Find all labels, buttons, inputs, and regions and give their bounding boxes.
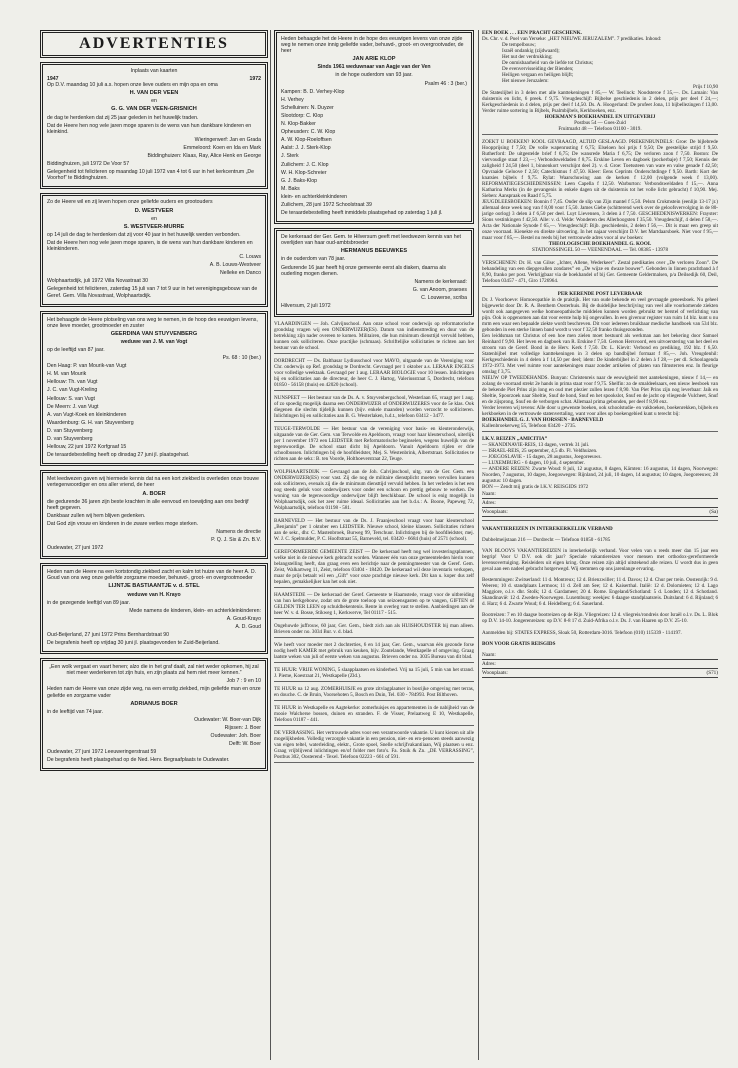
ad-text: op 14 juli de dag te herdenken dat zij voor 40 jaar in het huwelijk werden verbonden.: [47, 231, 241, 238]
ad-text: Zo de Heere wil en zij leven hopen onze geliefde ouders en grootouders: [47, 199, 213, 206]
classified-text: NUNSPEET — Het bestuur van de Ds. A. v. Stuyvenbergschool, Westerlaan 65, vraagt per 1 aug. of zo spoedig mogelijk daarna een ONDERWIJZER of ONDERWIJZERES voor de 5e klas. Ook diegenen die slechts tijdelijk kunnen (bijv. enkele maanden) worden verzocht te solliciteren. Inlichtingen bij en sollicitaties aan B. G. Westerlaken, h.d.t., telefoon 03412 - 3477.: [274, 395, 474, 420]
ad-text: Verder leveren wij tevens: Alle door u gewenste boeken, ook schoolstudie- en vakboeken, boekenrekken, bijbels en kerkboeken in de vertrouwde statenvertaling, want voor alles op boekengebied kunt u terecht bij:: [482, 405, 718, 417]
ad-name: JAN ARIE KLOP: [352, 56, 396, 63]
classified-item: [274, 667, 474, 682]
ad-text: Gelegenheid tot feliciteren op maandag 10 juli 1972 van 4 tot 6 uur in het kerkcentrum „De Voorhof” te Biddinghuizen.: [47, 169, 255, 182]
ad-name: G. G. VAN DER VEEN-GRISNICH: [111, 106, 197, 113]
classified-list: [274, 321, 474, 763]
ad-text: in de hoge ouderdom van 93 jaar.: [335, 72, 413, 79]
ad-address: Oudewater, 27 juni 1972: [47, 545, 104, 552]
ad-kool: [482, 139, 718, 256]
ad-jan-arie-klop: [274, 30, 474, 224]
coupon-code: (Sa): [709, 509, 718, 515]
ad-text: De teraardebestelling heeft inmiddels plaatsgehad op zaterdag 1 juli jl.: [281, 210, 443, 217]
ad-reference: Job 7 : 9 en 10: [226, 678, 261, 685]
ad-address: Wolphaartsdijk, juli 1972 Villa Novastraat 30: [47, 278, 149, 285]
ad-verschenen: [482, 260, 718, 287]
newspaper-page: [40, 30, 718, 1060]
ad-signature: A. Goud-Krayo: [226, 615, 261, 622]
ad-text: De Stateslijbel in 3 delen met alle kanttekeningen f 85,— W. Teelinck: Noodsteroe f 35,—. Ds. Lamain: Van duisternis en licht, 6 preek. f 9,75. Vreugdeschijf: Bijbelse geschiedenis in 2 delen, prijs per deel f 24,—; Kerkgeschiedenis in 4 delen, prijs per deel f 14,50. Ds. A. Hoogerland: De profeet Jona, 11 bijbellezingen f 13,00. Verder ruime sortering in Bijbels, Psalmbijbels, Kerkboeken, enz.: [482, 90, 718, 114]
ad-signature: Aalst: J. J. Sterk-Klop: [281, 145, 331, 152]
ad-beeuwkes: [274, 228, 474, 317]
ad-signature: H. M. van Mourik: [47, 371, 87, 378]
ad-signature: G. J. Baks-Klop: [281, 177, 318, 184]
classified-text: VLAARDINGEN — Joh. Calvijnschool. Aan onze school voor onderwijs op reformatorische grondslag vragen wij een ONDERWIJZER(ES). Datum van indiensttreding en duur van de betrekking zijn nader overeen te komen. Militairen, die hun minimum diensttijd vervuld hebben, kunnen ook solliciteren. Onze practijke (schmaas). Schriftelijke sollicitaties te richten aan het bestuur van de school.: [274, 321, 474, 352]
ad-address: Fruitmarkt 48 — Telefoon 01100 - 3019.: [558, 126, 642, 132]
classified-item: [274, 426, 474, 465]
ad-van-der-veen: [40, 62, 268, 189]
ad-text: Bootreizen: 7 en 10 daagse bootreizen op de Rijn. Vliegreizen: 12 d. vliegreis/rondreis door Israël o.l.v. Ds. L. Blok op D.V. 14-10. Jongerenreizen: op D.V. 8-8 17 d. Zuid-Afrika o.l.v. Ds. J. van Haaren op D.V. 25-10.: [482, 612, 718, 625]
ad-signature: Namens de kerkeraad:: [414, 278, 467, 285]
ad-signature: W. H. Klop-Schreier: [281, 169, 327, 176]
classified-item: [274, 730, 474, 763]
ad-name: weduwe van J. M. van Vogt: [120, 338, 188, 345]
shop-name: HOEKMAN'S BOEKHANDEL EN UITGEVERIJ: [544, 114, 656, 120]
ad-text: en: [151, 215, 157, 222]
ad-text: de dag te herdenken dat zij 25 jaar geleden in het huwelijk traden.: [47, 114, 199, 121]
ad-hoekman: [482, 30, 718, 135]
ad-text: Dr. J. Voorhoeve: Homoeopathie in de praktijk. Het van oude bekende en veel gevraagde geneesboek. Nu geheel bijgewerkt door Dr. R. A. Benthem Oosterhuis. Bij de duidelijke beschrijving van veel alle voorkomende ziekten wordt ook aangegeven welke homoeopathische middelen kunnen worden gebruikt ter herstel of verlichting van pijn. Ook is opgenomen aan dat voor eerste hulp bij ongevallen. In een giveruur register van ruim 14 blz. kunt u nu mrm een waar een bepaalde ziekte wordt beschreven. Dit voor iedereen bruikbaar medische handboek van 534 blz. gebonden in een sterke linnen band wordt u voor f 32,50 franko thuisgezonden.: [482, 297, 718, 333]
ad-signature: Hellouw: Th. van Vugt: [47, 379, 98, 386]
ad-text: die gedurende 36 jaren zijn beste krachten in alle eenvoud en toewijding aan ons bedrijf heeft gegeven.: [47, 498, 249, 511]
field-label: Adres:: [482, 500, 496, 506]
ad-signature: A. B. Louws-Westveer: [209, 262, 261, 269]
ad-signature: H. Verhey: [281, 96, 304, 103]
coupon-field-city[interactable]: [482, 509, 718, 517]
field-label: Woonplaats:: [482, 669, 508, 676]
ad-signature: Delft: W. Boer: [229, 741, 261, 748]
coupon2-field-name[interactable]: [482, 652, 718, 660]
ad-westveer: [40, 193, 268, 306]
ad-van-blooys: [482, 526, 718, 678]
ad-text: Heden nam de Heere van onze zijde weg, na een ernstig ziekbed, mijn geliefde man en onze geliefde en zorgzame vader: [47, 686, 261, 699]
field-label: Naam:: [482, 651, 496, 658]
price: Prijs f 10,90: [692, 84, 718, 90]
ad-name: GEERDINA VAN STUYVENBERG: [110, 330, 198, 337]
ad-address: Oud-Beijerland, 27 juni 1972 Prins Bernhardstraat 90: [47, 632, 169, 638]
ad-name: ADRIANUS BOER: [130, 700, 178, 707]
ad-address: Hilversum, 2 juli 1972: [281, 303, 331, 309]
trip-item: — JOEGOSLAVIE - 15 dagen, 28 augustus, Joegoreeuws.: [482, 454, 602, 460]
ad-text: Heden behaagde het de Heere in de hope des eeuwigen levens van onze zijde weg te nemen onze innig geliefde vader, behuwd-, groot- en overgrootvader, de heer: [281, 36, 464, 55]
ad-a-boer-company: [40, 470, 268, 559]
classified-item: [274, 395, 474, 422]
ad-signature: A. D. Goud: [235, 623, 261, 630]
classified-text: TE HUUR: VRIJE WONING, 5 slaapplaatsen en kinderbed. Vrij na 15 juli, 5 min van het strand. J. Pieme, Koestraat 21, Westkapelle (Zld.).: [274, 667, 474, 680]
classified-text: BARNEVELD — Het bestuur van de Ds. J. Fraanjeschool vraagt voor haar kleuterschool „Benjamin” per 1 oktober een LEIDSTER. Nieuwe school, kleine klassen. Sollicitaties richten aan de sekr., dhr. C. Mastenbroek, Burweg 99, Terschuur. Inlichtingen bij de hoofdleidster, mej. W. J. C. Spelmulder, P. C. Hooftstraat 55, Barneveld, tel. 03420 - 6684 (huis) of 2571 (school).: [274, 518, 474, 543]
classified-item: [274, 358, 474, 391]
classified-item: [274, 321, 474, 354]
ad-signature: J. C. van Vugt-Kreling: [47, 387, 98, 394]
ad-text: De kerkeraad der Ger. Gem. te Hilversum geeft met leedwezen kennis van het overlijden van haar oud-ambtsbroeder: [281, 234, 461, 247]
classified-item: [274, 592, 474, 619]
coupon-field-name[interactable]: [482, 491, 718, 499]
classified-text: HAAMSTEDE — De kerkeraad der Geref. Gemeente te Haamstede, vraagt voor de uitbreiding van hun kerkgebouw, zodat om de grote toeloop van seizoensgasten op te vangen, GIFTEN of GELDEN TER LEEN op schuldbekentenis. Rente in overleg vast te stellen. Aanbiedingen aan de heer W. v. d. Bosse, Stikweg 1, Kerkwerve, Tel 01117 - 515.: [274, 592, 474, 617]
ad-signature: Oudewater: W. Boer-van Dijk: [194, 716, 261, 723]
ad-address: Dubbelmeijstaan 216 — Dordrecht — Telefoon 01850 - 61785: [482, 537, 611, 544]
ad-signature: Biddinghuizen: Klaas, Ray, Alice Henk en George: [147, 153, 261, 160]
ad-signature: Emmeloord: Koen en Ida en Mark: [183, 144, 261, 151]
classified-item: [274, 469, 474, 514]
ad-signature: M. Baks: [281, 185, 300, 192]
ad-address: Kallenbroekerweg 55, Telefoon 03420 - 2735.: [482, 423, 577, 429]
book-item: Israël ondankig (zijdwaard);: [502, 48, 560, 54]
classified-item: [274, 686, 474, 701]
column-2: [274, 30, 474, 767]
ad-text: Het behaagde de Heere plotseling van ons weg te nemen, in de hoop des eeuwigen levens, onze lieve moeder, grootmoeder en zuster: [47, 316, 258, 329]
ad-text: Heden nam de Heere na een kortstondig ziekbed zacht en kalm tot huize van de heer A. D. Goud van ons weg onze geliefde zorgzame moeder, behuwd-, groot- en overgrootmoeder: [47, 569, 257, 582]
ad-signature: Den Haag: P. van Mourik-van Vugt: [47, 363, 127, 370]
classified-text: DORDRECHT — Ds. Balthasar Lydiusschool voor MAVO, uitgaande van de Vereniging voor Chr. onderwijs op Ref. grondslag te Dordrecht. Gevraagd per 1 oktober a.s. LERAAR ENGELS voor volledige weektaak. Gevraagd per 1 aug. LERAAR BIOLOGIE voor 10 lessen. Inlichtingen bij en sollicitaties aan de directeur, de heer C. J. Hartog, Valeriusstraat 5, Dordrecht, telefoon 01850 - 56158 (thuis) en 42020 (school).: [274, 358, 474, 389]
ad-address: Postbus 54 — Goes-Zuid: [574, 120, 626, 126]
ad-text: De teraardebestelling heeft op dinsdag 27 juni jl. plaatsgehad.: [47, 452, 190, 459]
ad-text: in de leeftijd van 74 jaar.: [47, 708, 103, 715]
ad-stuyvenberg: [40, 311, 268, 467]
column-3: [482, 30, 718, 679]
ad-header: EEN BOEK . . . EEN PRACHT GESCHENK.: [482, 30, 582, 36]
classified-item: [274, 549, 474, 588]
ad-krayo: [40, 563, 268, 654]
ad-signature: N. Klop-Bakker: [281, 121, 316, 128]
book-item: Het nut der verdrukking;: [502, 54, 553, 60]
ad-text: Op D.V. maandag 10 juli a.s. hopen onze lieve ouders en mijn opa en oma: [47, 82, 218, 89]
ad-text: Dat de Heere hen nog vele jaren moge sparen, is de wens van hun dankbare kinderen en kleinkinderen.: [47, 239, 253, 252]
ad-text: Gedurende 16 jaar heeft hij onze gemeente eerst als diaken, daarna als ouderling mogen dienen.: [281, 264, 446, 277]
ad-signature: Kampen: B. D. Verhey-Klop: [281, 88, 345, 95]
ad-signature: A. W. Klop-Roeloffsen: [281, 137, 332, 144]
classified-text: TE HUUR na 12 aug. ZOMERHUISJE en grote zitvlagplaatser in bosrijke omgeving met terras, en douche. C. de Bruin, Voorsehoten 5, Bosch en Duin, Tel. 030 - 784993. Post Bilthoven.: [274, 686, 474, 699]
ad-name: LIJNTJE BASTIAANTJE v. d. STEL: [108, 583, 200, 590]
ad-address: STATIONSSINGEL 50 — VEENENDAAL — Tel. 08385 - 13978: [531, 247, 669, 253]
coupon-field-address[interactable]: [482, 500, 718, 508]
column-1: [40, 30, 268, 775]
ad-text: De begrafenis heeft op vrijdag 30 juni jl. plaatsgevonden te Zuid-Beijerland.: [47, 640, 220, 647]
classified-text: Ongehuwde juffrouw, 60 jaar, Ger. Gem., biedt zich aan als HUISHOUDSTER bij man alleen. Brieven onder no. 3034 Bur. v. d. blad.: [274, 623, 474, 636]
shop-name: THEOLOGISCHE BOEKHANDEL G. KOOL: [548, 241, 652, 247]
ad-signature: D. van Stuyvenberg: [47, 436, 93, 443]
ad-signature: J. Sterk: [281, 153, 299, 160]
ad-signature: P. Q. J. Six & Zn. B.V.: [211, 537, 261, 544]
book-item: De evenvervisseiding der Bienden;: [502, 66, 574, 72]
trip-item: — SKANDINAVIE-REIS, 13 dagen, vertrek 31 juli.: [482, 442, 590, 448]
ad-text: VAN BLOOYS VAKANTIEREIZEN in interkerkelijk verband. Voor velen van u reeds meer dan 15 jaar een begrip! Voor U D.V. ook dit jaar? Speciale vakantiereizen voor mensen met orthodox-gereformeerde levensovertuiging. Reisleiders uit eigen kring. Onze reizen zijn altijd uitstekend alle reizen. U wordt dus in geen geval aan een nadeel gebracht hotgerwegd. Wij stemmen op ons jarenlange ervaring.: [482, 548, 718, 573]
ad-text: JEUGDLEESBOEKEN: Bonnin f 7,45. Onder de slip van Zijn mantel f 5,50. Pelsm Crokmstein (eenlijn 13-17 jr.) allemaal deze week nog van f 8,00 voor f 5,50. James Giebe (schitterend werk over de geloofsvervolging in de 80-jarige oorlog) 3 delen à f 6,50 per deel. Luyt Lievensen, 3 delen à f 7,50. GESCHIEDENISWERKEN: Frayster: Sions vestinkingen f 42,50. Alle: v. d. Velde: Wonderen des Allerhoogsten f 35,50. Vreugdeschijf, 4 delen f 58,—. Acta der Nationale Synode f 65,—. Vreugdeschijf: Bijb. geschiedenis, 2 delen f 56,—. Dit is maar een greep uit onze voorraad. Kienekte en direkte uitvoering. In het najaar verschijnt D.V. het Martdaarsboek. Niet voor f 95,— maar voor f 85,—. Bestel nu reeds bij het vertrouwde adres voor al uw boeken:: [482, 199, 718, 241]
ad-text: ZOEKT U BOEKEN? KOOL GEVRAAGD, ALTIJD GESLAAGD. PREKENBUNDELS: Groe: De bijlebrede Hoopprijsing f 7,50; De volle wapenrusting f 6,75; Elseloen hoi prijs f 9,50; De geestelijke strijd f 9,50. Rutherford: De uitgestelde brief f 6,75; De wansrede Maria f 6,75; De verloren zoon f 7,50. Boston: De viervoudige staat f 23,—; Verbondsweldaden f 8,75. Erskine Leven en dagboek (pockerbaje) f 7,50; Kennis der zaligheid f 24,50 (deel 1, binnenkort verschijnt deel 2). v. d. Groe: Toetssteen van ware en valse genade f 42,50; Opvraaide Geloove f 2,50; Catechismus f 47,50. Kleer: Eens Ceprints Onderschtdinge f 9,50. Barth: Kort der knatsies bijbels f 9,75. Rylat: Waarschuwing aan de kerken f 12,00 (volgende week f 13,00). REFORMATIEGESCHIEDENISSEN: Leen Capella f 12,50. Warburton: Verbondsweldaden f 15,—. Anna Katharina Merks (in de gevangenis in enkele dagen uit de duisternis tot het volle licht gebracht) f 10,90. Mej. Sieben: Aanspraak en Raad f 5,75.: [482, 139, 718, 199]
coupon2-field-address[interactable]: [482, 661, 718, 669]
classified-text: DE VERRASSING. Het vertrouwde adres voor een verantwoorde vakantie. U kunt kiezen uit alle mogelijkheden. Volledig verzorgde vakantie in een pension, niet- en ero-pensoen steeds aanwezig van eigen teltel, waterleiding, elektr., Grote spoel, Snelle schrijfvakantiiaan, Wij plaatsen u enz. Graag vrijblijvend inlichtingen en/of folder met foto's. Fa. Stuik & Zn. „DE VERRASSING”, Postbus 302, Oosterend - Texel. Telefoon 02223 - 661 of 591.: [274, 730, 474, 761]
ad-name: HERMANUS BEEUWKES: [340, 248, 408, 255]
field-label: Woonplaats:: [482, 509, 508, 515]
field-label: Adres:: [482, 660, 496, 667]
coupon-code: (S71): [706, 669, 718, 676]
ad-header: VAKANTIEREIZEN IN INTEREKERKELIJK VERBAND: [482, 526, 613, 533]
ad-signature: Mede namens de kinderen, klein- en achterkleinkinderen:: [129, 607, 261, 614]
column-divider: [270, 30, 271, 1060]
ad-text: Ds. Chr. v. d. Poel van Yerseke: „HET NIEUWE JERUZALEM”. 7 predikaties. Inhoud:: [482, 36, 662, 42]
coupon2-field-city[interactable]: [482, 670, 718, 678]
ad-signature: Oudewater: Joh. Boer: [210, 733, 261, 740]
ad-adrianus-boer: [40, 658, 268, 771]
ad-signature: A. van Vugt-Koek en kleinkinderen: [47, 411, 127, 418]
ad-text: Met leedwezen gaven wij hiermede kennis dat na een kort ziekbed is overleden onze trouwe vertegenwoordiger en ons aller vriend, de heer: [47, 476, 259, 489]
book-item: Het nieuwe Jeruzalem:: [502, 78, 549, 84]
ad-signature: Slootdorp: C. Klop: [281, 112, 324, 119]
ad-signature: C. Louws: [239, 254, 261, 261]
classified-item: [274, 623, 474, 638]
ad-text: en: [151, 98, 157, 105]
ad-year: 1972: [249, 76, 261, 83]
ad-address: Zuilichem, 28 juni 1972 Schoolstraat 39: [281, 201, 372, 208]
ad-text: Dat de Heere hen nog vele jaren moge sparen is de wens van hun dankbare kinderen en kleinkind.: [47, 122, 252, 135]
ad-signature: Namens de directie: [216, 528, 261, 535]
trip-item: — LUXEMBURG - 6 dagen, 10 juli, 4 september.: [482, 460, 585, 466]
ad-signature: Wieringerwerf: Jan en Grada: [194, 136, 261, 143]
column-divider: [478, 30, 479, 1060]
ad-signature: Waardenburg: G. H. van Stuyvenberg: [47, 419, 134, 426]
ad-header: I.K.V. REIZEN „AMICITIA”: [482, 436, 548, 442]
shop-name: BOEKHANDEL G. J. VAN HORSSEN - BARNEVELD: [482, 417, 604, 423]
book-item: De tempelbouw;: [502, 42, 536, 48]
classified-text: WOLPHAARTSDIJK — Gevraagd aan de Joh. Calvijnschool, uitg. van de Ger. Gem. een ONDERWIJZER(ES) voor vast. Zij die nog de militaire dienstplicht moeten vervullen kunnen ook solliciteren, evenals zij die de minimum diensttijd vervuld hebben. In het verleden is het een nog steeds geluk voor onderwijzers voor onder een schoon en prettig gebouw te werken. De woning van de tegenwoordige onderwijzer blijft beschikbaar. De school is enig mogelijk in Wolphaartsdijk, ook het zeer ruime ideaal. Sollicitaties aan het b.d.s.: A. Boone, Papeweg 72, Wolphaartsdijk, telefoon 01198 - 581.: [274, 469, 474, 512]
coupon-title: BON VOOR GRATIS REISGIDS: [482, 640, 556, 647]
classified-text: TE HUUR in Westkapelle en Aagtekerke: zomerhuisjes en appartementen in de nabijheid van de mooie Walcherse bossen, duinen en stranden. F. de Visser, Prelaatweg E 10, Westkapelle, Telefoon 01187 - 441.: [274, 705, 474, 724]
classified-item: [274, 705, 474, 726]
book-item: Heiligen vergaan en heiligen blijft;: [502, 72, 574, 78]
classified-item: [274, 642, 474, 663]
ad-reference: Ps. 68 : 10 (ber.): [222, 355, 261, 362]
ad-text: VERSCHENEN: Dr. H. van Gilse: „Ichter, Allene, Wederkeer”. Zestal predikaties over „De verloren Zoon”. De behandeling van een diepgevallen zondares” en „De wijze en dwaze bouwer”. Gebonden in linnen prachtband à f 8,90, franko per post. Verkrijgbaar via de boekhandel of bij Ger. Gemeente Geldermalsen, p/a Deilsedijk 60, Deil, Telefoon 03457 - 471, Giro 1726964.: [482, 260, 718, 284]
ad-text: Gelegenheid tot feliciteren, zaterdag 15 juli van 7 tot 9 uur in het verenigingsgebouw van de Geref. Gem. Villa Novastraat, Wolphaartsdijk.: [47, 286, 258, 299]
ad-header: Inplaats van kaarten: [130, 68, 178, 74]
ad-text: Bestemmingen: Zwitserland: 11 d. Montreux; 12 d. Brienzwiller; 11 d. Davos; 12 d. Chur per trein. Oostenrijk: 9 d. Weeren; 10 d. standplaats Lermoos; 11 d. Zell am See; 12 d. Kaiserthal. Italië: 12 d. Dolomieten; 12 d. Lago Maggiore, o.l.v. dhr. Stolk; 12 d. Gardameer; 20 d. Rome. Engeland/Schotland: 5 d. Londen; 12 d. Schotland. Skandinavië: 12 d. Zweden-Noorwegen. Luxemburg: weekjes: 6 daagse standplaatsreis. Duitsland: 6 d. Rijnland; 6 d. Harz; 6 d. Zwarte Woud; 6 d. Heidelberg; 6 d. Sauerland.: [482, 577, 718, 608]
ad-text: Dat God zijn vrouw en kinderen in de zware verlies moge sterken.: [47, 520, 199, 527]
ad-reference: Psalm 46 : 3 (ber.): [424, 80, 467, 87]
ad-text: op de leeftijd van 87 jaar.: [47, 347, 105, 353]
ad-address: Biddinghuizen, juli 1972 De Voor 57: [47, 161, 130, 168]
ad-text: De begrafenis heeft plaatsgehad op de Ned. Herv. Begraafplaats te Oudewater.: [47, 757, 230, 764]
ad-signature: klein- en achterkleinkinderen: [281, 193, 348, 200]
masthead: ADVERTENTIES: [40, 30, 268, 58]
ad-signature: Nelleke en Danco: [220, 270, 261, 277]
ad-signature: De Meern: J. van Vugt: [47, 403, 99, 410]
ad-name: Sinds 1961 weduwnaar van Aagje van der Ven: [317, 64, 431, 71]
ad-header: PER KERENDE POST LEVERBAAR: [557, 291, 643, 297]
ad-signature: Schelluinen: N. Duyzer: [281, 104, 334, 111]
ad-address: Hellouw, 22 juni 1972 Korfgraaf 15: [47, 444, 127, 451]
ad-signature: C. Louwerse, scriba: [421, 294, 467, 301]
ad-year: 1947: [47, 76, 59, 83]
classified-text: Wie heeft voor moeder met 2 dochterties, 6 en 14 jaar, Ger. Gem., waarvan één gezonde forse nodig heeft KAMER met gebruik van keuken, bijv. Zoutelande, Westkapelle of omgeving. Graag laatste weken van juli of eerste weken van augustus. Brieven onder no. 3035 Bureau van dit blad.: [274, 642, 474, 661]
ad-name: D. WESTVEER: [134, 207, 174, 214]
field-label: Naam:: [482, 491, 496, 497]
ad-text: in de ouderdom van 78 jaar.: [281, 256, 346, 263]
ad-signature: Zuilichem: J. C. Klop: [281, 161, 329, 168]
book-item: De onmisbaarheid van de liefde tot Christus;: [502, 60, 594, 66]
ad-signature: G. van Anoom, praeses: [412, 286, 467, 293]
ad-text: Een leiddsman tot Christus of een hoe men zielen moet bestuurd als werkman aan het bekering door Samuel Reinhard f 9,90. Het leven en dagboek van R. Erskine f 7,50. Gerson Hersvoord, een uitvoerstering van het deel en stroom van de Geref. Bond in de Herv. Kerk f 7,50. Dr. L. Kievit: Verbond en prediking, 192 blz. f 6,50. Statenbijbel met volledige kanttekeningen in 3 delen op bandbijbel formaat f 85,—. Joh. Vreugdenhil: Kerkgeschiedenis in 4 delen à f 14,50 per deel; idem: De kinderbijbel in 2 delen à f 28,— per dl. Schoolagenda 1972-1973. Met veel ruimte voor aantekeningen maar zonder artikelen of platen van filmsterren enz. In fleurige omslag f 3,75.: [482, 333, 718, 375]
ad-ikv-reizen: [482, 436, 718, 521]
ad-text: NIEUW OP TWEEDEHANDS. Bunyan: Christenreis naar de eeuwigheid met aantekeningen, nieuw f 14,— en zolang de voorraad strekt 2e hands in prima staat voor f 9,75. Shelfin: zo de smaldeelsaars, een nieuw leesboek van de bekende Piet Prins zijn long en oud met plezier zullen lezen f 8,90. Van Piet Prins zijn nog leverbaar: Jaik en Sheltie, Spoorzoek naar Sheltie, Snuf de hond, Snuf en het spookslot, Snuf en de jacht op vliegende Vulcheet, Snuf en de zijsprong, Snuf en de verborgen schat. Allemaal prima gebonden, per deel f 8,90 enz.: [482, 375, 718, 405]
ad-name: weduwe van H. Krayo: [127, 591, 181, 598]
ad-signature: Opheusden: C. W. Klop: [281, 129, 336, 136]
trip-item: — ANDERE REIZEN: Zwarte Woud: 8 juli, 12 augustus, 8 dagen, Kärnten: 16 augustus, 14 dagen, Noorwegen: Noorden, 7 augustus, 10 dagen, Joegoswegen: Rijnland, 24 juli, 10 dagen, 14 augustus; 10 dagen, Joegoreeuws; 28 augustus: 10 dagen.: [482, 466, 718, 484]
ad-name: S. WESTVEER-MURRE: [123, 223, 185, 230]
trip-item: — ISRAEL-REIS, 25 september, 4,5 db. Fl. Veldhuizen.: [482, 448, 598, 454]
ad-signature: D. van Stuyvenberg: [47, 427, 93, 434]
ad-van-horssen: [482, 291, 718, 432]
coupon-title: BON — Zendt mij gratis de I.K.V. REISGIDS 1972: [482, 484, 589, 490]
classified-text: TEUGE-TERWOLDE — Het bestuur van de vereniging voor basis- en kleuteronderwijs, uitgaande van de Ger. Gem. van Terwolde en Apeldoorn, vraagt voor haar kleuterschool, uiterlijk per 1 november 1972 een LEIDSTER met Reformatorische beginselen, wegens huwelijk van de tegenwoordige. De school staat dicht bij Apeldoorn. Vanuit Apeldoorn rijden er drie schoolbussen. Inlichtingen bij de hoofdleidster, Mej. S. Westenbrink, Albertstraat. Sollicitaties te richten aan de sekr.: B. ten Voorde, Holthoeverstraat 22, Teuge.: [274, 426, 474, 463]
ad-text: Dankbaar zullen wij hem blijven gedenken.: [47, 512, 146, 519]
classified-text: GEREFORMEERDE GEMEENTE ZEIST — De kerkeraad heeft nog wel investeringsplannen, welke niet in de nieuwe kerk gebracht worden. Wanneer één van onze gemeenteleden hierin voor belangstelling heeft, dan graag even een berichtje naar de penningmeester van de Geref. Gem. Zeist, Walkartweg 11, Zeist, telefoon 03404 - 18420. De kerkeraad wil deze inventaris verkopen, maar de prijs betaalt wil een „Gift” voor onze prachtige nieuwe kerk. Dit kan u. koper dus zelf bepalen, gemakkelijker kan het ook niet.: [274, 549, 474, 586]
ad-name: A. BOER: [142, 490, 166, 497]
classified-item: [274, 518, 474, 545]
ad-address: Oudewater, 27 juni 1972 Leeuweringerstraat 59: [47, 749, 157, 756]
ad-text: in de gezegende leeftijd van 89 jaar.: [47, 599, 131, 606]
ad-signature: Hellouw: S. van Vugt: [47, 395, 95, 402]
ad-signature: Rijssen: J. Boer: [224, 724, 261, 731]
ad-name: H. VAN DER VEEN: [129, 90, 179, 97]
ad-text: Aanmelden bij: STATES EXPRESS, Sloak 50, Rotterdam-3016. Telefoon (010) 115339 - 114197.: [482, 629, 682, 636]
ad-quote: „Een wolk vergaat en vaart henen; alzo die in het graf daalt, zal niet weder opkomen, hij zal niet meer wederkeren tot zijn huis, en zijn plaats zal hem niet meer kennen.”: [49, 664, 259, 677]
